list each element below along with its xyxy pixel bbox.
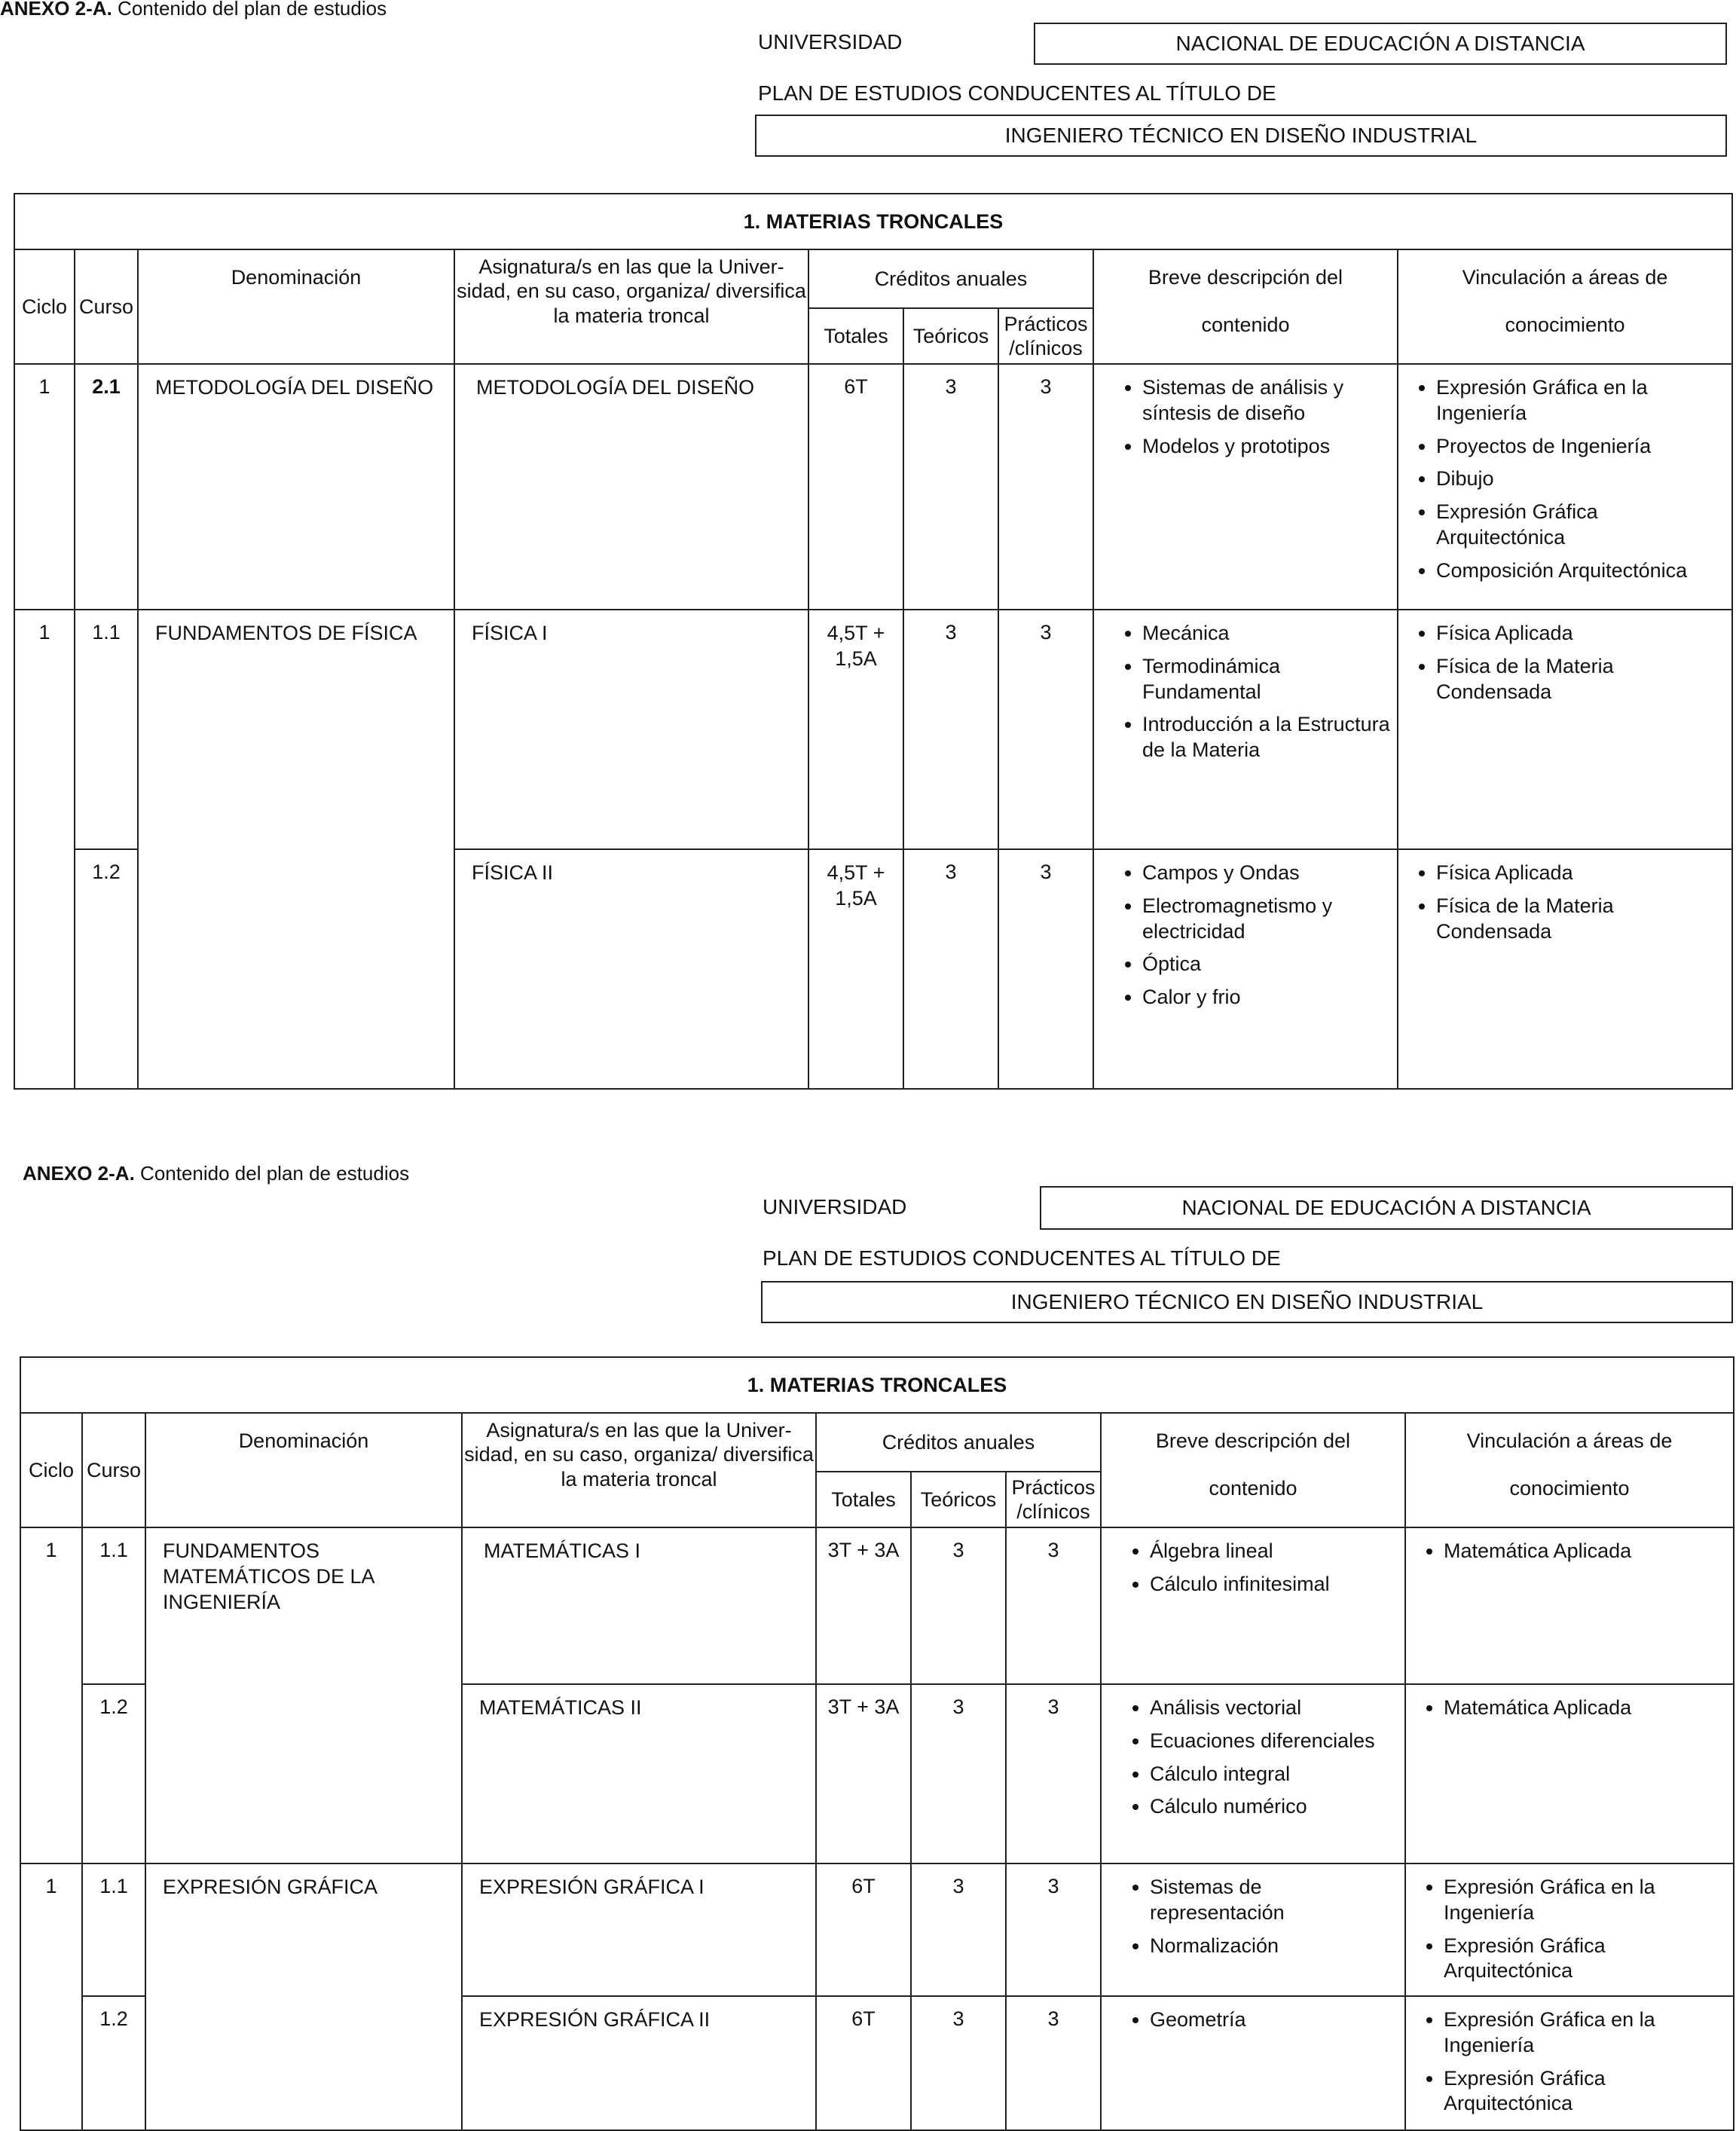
- col-descripcion-a: Breve descripción del: [1093, 249, 1398, 308]
- col-ciclo: Ciclo: [20, 1413, 82, 1527]
- cell-teoricos: 3: [911, 1996, 1006, 2130]
- cell-denominacion: [145, 1684, 462, 1863]
- list-item: • Física Aplicada: [1436, 621, 1727, 647]
- list-item: • Proyectos de Ingeniería: [1436, 434, 1727, 460]
- cell-descripcion: [1093, 610, 1398, 849]
- cell-asignatura: EXPRESIÓN GRÁFICA I: [462, 1863, 816, 1996]
- anexo-heading: [0, 0, 387, 20]
- cell-denominacion: [138, 849, 454, 1089]
- list-item: • Termodinámica Fundamental: [1142, 654, 1392, 705]
- cell-curso: 1.1: [82, 1863, 145, 1996]
- cell-ciclo: 1: [14, 610, 75, 849]
- cell-asignatura: FÍSICA I: [454, 610, 808, 849]
- anexo-text: Contenido del plan de estudios: [134, 1162, 410, 1185]
- list-item: • Física de la Materia Condensada: [1436, 894, 1727, 945]
- col-creditos: Créditos anuales: [816, 1413, 1101, 1472]
- list-item: • Expresión Gráfica en la Ingeniería: [1436, 375, 1727, 427]
- cell-curso: 1.2: [82, 1996, 145, 2130]
- cell-teoricos: 3: [911, 1684, 1006, 1863]
- list-item: • Expresión Gráfica Arquitectónica: [1444, 2066, 1728, 2117]
- cell-totales: 3T + 3A: [816, 1684, 911, 1863]
- col-descripcion-b: contenido: [1093, 308, 1398, 364]
- cell-ciclo: 1: [20, 1527, 82, 1684]
- list-item: • Ecuaciones diferenciales: [1150, 1729, 1400, 1754]
- cell-descripcion: [1093, 849, 1398, 1089]
- cell-denominacion: [145, 1996, 462, 2130]
- list-item: • Sistemas de representación: [1150, 1875, 1400, 1926]
- list-item: • Cálculo integral: [1150, 1762, 1400, 1787]
- list-item: • Sistemas de análisis y síntesis de diseño: [1142, 375, 1392, 427]
- troncales-table-2: [20, 1356, 1734, 2131]
- list-item: • Mecánica: [1142, 621, 1392, 647]
- list-item: • Modelos y prototipos: [1142, 434, 1392, 460]
- cell-ciclo: 1: [20, 1863, 82, 1996]
- list-item: • Matemática Aplicada: [1444, 1539, 1728, 1564]
- list-item: • Campos y Ondas: [1142, 861, 1392, 886]
- col-totales: Totales: [808, 308, 903, 364]
- universidad-value-2: NACIONAL DE EDUCACIÓN A DISTANCIA: [1040, 1186, 1733, 1230]
- plan-label-2: PLAN DE ESTUDIOS CONDUCENTES AL TÍTULO DE: [763, 1246, 1281, 1270]
- cell-asignatura: METODOLOGÍA DEL DISEÑO: [454, 364, 808, 610]
- cell-asignatura: EXPRESIÓN GRÁFICA II: [462, 1996, 816, 2130]
- list-item: • Normalización: [1150, 1934, 1400, 1959]
- cell-totales: 3T + 3A: [816, 1527, 911, 1684]
- cell-asignatura: FÍSICA II: [454, 849, 808, 1089]
- table-row: [20, 1863, 1734, 1996]
- cell-practicos: 3: [1006, 1684, 1101, 1863]
- cell-vinculacion: [1398, 610, 1732, 849]
- list-item: • Física Aplicada: [1436, 861, 1727, 886]
- col-ciclo: Ciclo: [14, 249, 75, 364]
- cell-curso: 1.2: [75, 849, 138, 1089]
- anexo-label: ANEXO 2-A.: [0, 0, 112, 20]
- col-curso: Curso: [75, 249, 138, 364]
- col-asignatura: [462, 1413, 816, 1527]
- cell-descripcion: [1101, 1996, 1405, 2130]
- col-vinculacion-a: Vinculación a áreas de: [1405, 1413, 1734, 1472]
- cell-ciclo: [20, 1996, 82, 2130]
- cell-practicos: 3: [1006, 1996, 1101, 2130]
- cell-curso: 1.1: [82, 1527, 145, 1684]
- list-item: • Expresión Gráfica Arquitectónica: [1444, 1934, 1728, 1985]
- cell-teoricos: 3: [903, 849, 998, 1089]
- col-vinculacion-a: Vinculación a áreas de: [1398, 249, 1732, 308]
- universidad-value: NACIONAL DE EDUCACIÓN A DISTANCIA: [1034, 23, 1727, 65]
- universidad-label: UNIVERSIDAD: [758, 30, 903, 54]
- cell-totales: 4,5T + 1,5A: [808, 610, 903, 849]
- cell-totales: 6T: [816, 1996, 911, 2130]
- col-denominacion: Denominación: [138, 249, 454, 364]
- cell-teoricos: 3: [911, 1863, 1006, 1996]
- cell-teoricos: 3: [911, 1527, 1006, 1684]
- cell-asignatura: MATEMÁTICAS II: [462, 1684, 816, 1863]
- cell-practicos: 3: [1006, 1863, 1101, 1996]
- cell-descripcion: [1101, 1527, 1405, 1684]
- cell-practicos: 3: [1006, 1527, 1101, 1684]
- cell-curso: 1.2: [82, 1684, 145, 1863]
- list-item: • Composición Arquitectónica: [1436, 558, 1727, 584]
- cell-curso: 2.1: [75, 364, 138, 610]
- list-item: • Expresión Gráfica en la Ingeniería: [1444, 2007, 1728, 2059]
- cell-vinculacion: [1405, 1996, 1734, 2130]
- list-item: • Electromagnetismo y electricidad: [1142, 894, 1392, 945]
- cell-curso: 1.1: [75, 610, 138, 849]
- cell-descripcion: [1101, 1684, 1405, 1863]
- list-item: • Cálculo numérico: [1150, 1794, 1400, 1820]
- cell-vinculacion: [1405, 1863, 1734, 1996]
- cell-descripcion: [1093, 364, 1398, 610]
- list-item: • Matemática Aplicada: [1444, 1695, 1728, 1721]
- titulo-value-2: INGENIERO TÉCNICO EN DISEÑO INDUSTRIAL: [761, 1281, 1733, 1323]
- cell-teoricos: 3: [903, 610, 998, 849]
- cell-practicos: 3: [998, 364, 1093, 610]
- table-row: [14, 849, 1732, 1089]
- table-row: [20, 1684, 1734, 1863]
- list-item: • Calor y frio: [1142, 985, 1392, 1010]
- col-teoricos: Teóricos: [903, 308, 998, 364]
- cell-ciclo: [14, 849, 75, 1089]
- table-row: [20, 1996, 1734, 2130]
- cell-denominacion: FUNDAMENTOS DE FÍSICA: [138, 610, 454, 849]
- col-asignatura: [454, 249, 808, 364]
- cell-ciclo: 1: [14, 364, 75, 610]
- cell-descripcion: [1101, 1863, 1405, 1996]
- list-item: • Introducción a la Estructura de la Materia: [1142, 712, 1392, 763]
- table-row: [14, 610, 1732, 849]
- cell-vinculacion: [1405, 1527, 1734, 1684]
- anexo-heading-2: [23, 1162, 409, 1185]
- list-item: • Geometría: [1150, 2007, 1400, 2033]
- table-row: [20, 1527, 1734, 1684]
- section-title: 1. MATERIAS TRONCALES: [14, 194, 1732, 249]
- plan-label: PLAN DE ESTUDIOS CONDUCENTES AL TÍTULO DE: [758, 81, 1276, 105]
- anexo-text: Contenido del plan de estudios: [112, 0, 387, 20]
- col-descripcion-a: Breve descripción del: [1101, 1413, 1405, 1472]
- cell-vinculacion: [1405, 1684, 1734, 1863]
- col-totales: Totales: [816, 1472, 911, 1527]
- list-item: • Física de la Materia Condensada: [1436, 654, 1727, 705]
- col-practicos: Prácticos /clínicos: [998, 308, 1093, 364]
- section-title: 1. MATERIAS TRONCALES: [20, 1357, 1734, 1413]
- cell-totales: 4,5T + 1,5A: [808, 849, 903, 1089]
- col-practicos: Prácticos /clínicos: [1006, 1472, 1101, 1527]
- cell-totales: 6T: [808, 364, 903, 610]
- cell-practicos: 3: [998, 610, 1093, 849]
- cell-vinculacion: [1398, 364, 1732, 610]
- list-item: • Análisis vectorial: [1150, 1695, 1400, 1721]
- list-item: • Expresión Gráfica en la Ingeniería: [1444, 1875, 1728, 1926]
- cell-denominacion: FUNDAMENTOS MATEMÁTICOS DE LA INGENIERÍA: [145, 1527, 462, 1684]
- col-curso: Curso: [82, 1413, 145, 1527]
- cell-totales: 6T: [816, 1863, 911, 1996]
- titulo-value: INGENIERO TÉCNICO EN DISEÑO INDUSTRIAL: [755, 115, 1727, 157]
- cell-teoricos: 3: [903, 364, 998, 610]
- universidad-label-2: UNIVERSIDAD: [763, 1195, 907, 1218]
- cell-vinculacion: [1398, 849, 1732, 1089]
- troncales-table-1: [14, 193, 1733, 1090]
- cell-practicos: 3: [998, 849, 1093, 1089]
- col-asignatura-text: Asignatura/s en las que la Univer-sidad, en su caso, organiza/ diversifica la materia troncal: [457, 255, 806, 327]
- list-item: • Álgebra lineal: [1150, 1539, 1400, 1564]
- list-item: • Cálculo infinitesimal: [1150, 1572, 1400, 1597]
- col-descripcion-b: contenido: [1101, 1472, 1405, 1527]
- list-item: • Expresión Gráfica Arquitectónica: [1436, 500, 1727, 551]
- table-row: [14, 364, 1732, 610]
- cell-ciclo: [20, 1684, 82, 1863]
- col-denominacion: Denominación: [145, 1413, 462, 1527]
- col-creditos: Créditos anuales: [808, 249, 1093, 308]
- list-item: • Óptica: [1142, 952, 1392, 977]
- list-item: • Dibujo: [1436, 466, 1727, 492]
- col-vinculacion-b: conocimiento: [1398, 308, 1732, 364]
- col-asignatura-text: Asignatura/s en las que la Univer-sidad, en su caso, organiza/ diversifica la materia troncal: [464, 1419, 814, 1490]
- cell-denominacion: EXPRESIÓN GRÁFICA: [145, 1863, 462, 1996]
- cell-asignatura: MATEMÁTICAS I: [462, 1527, 816, 1684]
- col-vinculacion-b: conocimiento: [1405, 1472, 1734, 1527]
- cell-denominacion: METODOLOGÍA DEL DISEÑO: [138, 364, 454, 610]
- col-teoricos: Teóricos: [911, 1472, 1006, 1527]
- anexo-label: ANEXO 2-A.: [23, 1162, 135, 1185]
